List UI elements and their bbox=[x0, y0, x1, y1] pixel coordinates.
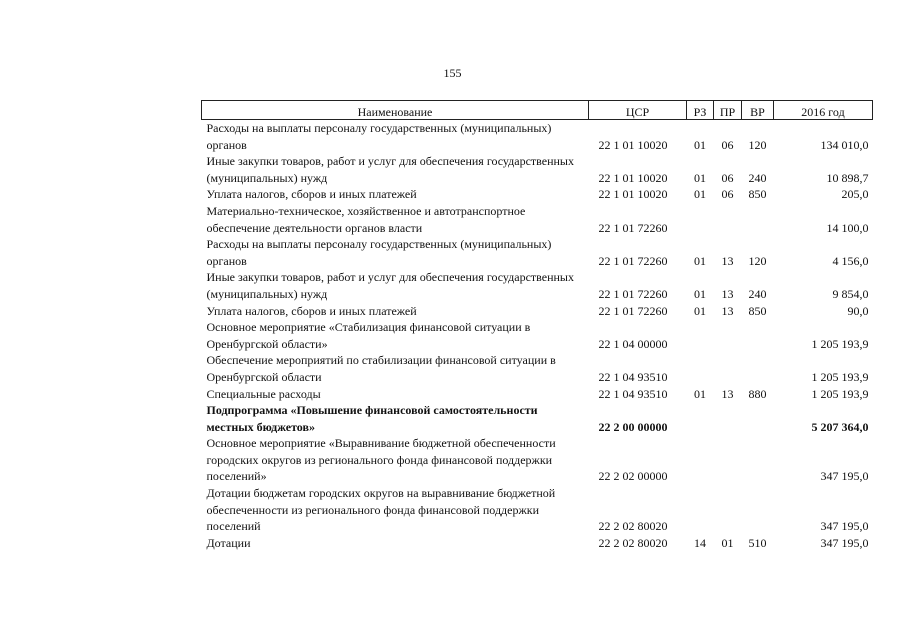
cell-vr: 850 bbox=[748, 303, 767, 318]
cell-name: Обеспечение мероприятий по стабилизации финансовой ситуации в Оренбургской области bbox=[206, 353, 556, 384]
cell-name: Специальные расходы bbox=[206, 386, 321, 401]
table-row bbox=[202, 186, 873, 203]
table-row bbox=[202, 352, 873, 385]
cell-pr: 06 bbox=[721, 187, 734, 202]
table-row bbox=[202, 435, 873, 485]
cell-sum: 4 156,0 bbox=[832, 253, 869, 268]
cell-sum: 10 898,7 bbox=[826, 170, 869, 185]
cell-sum: 14 100,0 bbox=[826, 220, 869, 235]
header-pr: ПР bbox=[714, 101, 742, 120]
cell-rz: 01 bbox=[694, 253, 706, 268]
cell-csr: 22 2 00 00000 bbox=[598, 419, 668, 434]
cell-csr: 22 2 02 80020 bbox=[598, 535, 668, 550]
header-csr: ЦСР bbox=[589, 101, 687, 120]
cell-sum: 347 195,0 bbox=[820, 469, 869, 484]
cell-sum: 347 195,0 bbox=[820, 519, 869, 534]
cell-rz: 14 bbox=[694, 535, 706, 550]
table-row bbox=[202, 535, 873, 552]
cell-sum: 1 205 193,9 bbox=[811, 386, 869, 401]
cell-rz: 01 bbox=[694, 170, 706, 185]
cell-sum: 90,0 bbox=[847, 303, 869, 318]
cell-vr bbox=[742, 319, 774, 352]
cell-csr: 22 1 01 72260 bbox=[598, 253, 668, 268]
cell-name: Иные закупки товаров, работ и услуг для обеспечения государственных (муниципальных) нужд bbox=[206, 154, 574, 185]
cell-name: Основное мероприятие «Выравнивание бюджетной обеспеченности городских округов из регионального фонда финансовой поддержки поселений» bbox=[206, 436, 556, 484]
cell-vr bbox=[742, 402, 774, 435]
cell-vr: 120 bbox=[748, 253, 767, 268]
cell-sum: 9 854,0 bbox=[832, 286, 869, 301]
cell-csr: 22 1 01 10020 bbox=[598, 170, 668, 185]
cell-name: Дотации бюджетам городских округов на выравнивание бюджетной обеспеченности из регионального фонда финансовой поддержки поселений bbox=[206, 486, 556, 534]
cell-name: Материально-техническое, хозяйственное и автотранспортное обеспечение деятельности органов власти bbox=[206, 203, 526, 235]
cell-pr: 13 bbox=[721, 253, 734, 268]
table-row bbox=[202, 386, 873, 403]
cell-rz: 01 bbox=[694, 386, 706, 401]
cell-rz: 01 bbox=[694, 187, 706, 202]
table-row bbox=[202, 319, 873, 352]
budget-table bbox=[201, 100, 873, 551]
cell-csr: 22 1 01 72260 bbox=[598, 286, 668, 301]
page-number: 155 bbox=[443, 66, 462, 80]
table-row bbox=[202, 303, 873, 320]
cell-vr bbox=[742, 485, 774, 535]
cell-pr: 01 bbox=[721, 535, 734, 550]
cell-rz: 01 bbox=[694, 137, 706, 152]
table-header-row bbox=[202, 101, 873, 120]
cell-rz bbox=[687, 203, 714, 236]
table-row bbox=[202, 120, 873, 154]
cell-csr: 22 1 04 93510 bbox=[598, 369, 668, 384]
cell-csr: 22 1 01 72260 bbox=[598, 220, 668, 235]
cell-pr: 06 bbox=[721, 170, 734, 185]
cell-rz bbox=[687, 485, 714, 535]
cell-csr: 22 1 01 10020 bbox=[598, 137, 668, 152]
cell-name: Дотации bbox=[206, 535, 251, 550]
cell-name: Иные закупки товаров, работ и услуг для обеспечения государственных (муниципальных) нужд bbox=[206, 270, 574, 301]
cell-pr: 13 bbox=[721, 286, 734, 301]
cell-csr: 22 1 04 93510 bbox=[598, 386, 668, 401]
header-vr: ВР bbox=[742, 101, 774, 120]
cell-name: Подпрограмма «Повышение финансовой самостоятельности местных бюджетов» bbox=[206, 403, 538, 434]
cell-sum: 347 195,0 bbox=[820, 535, 869, 550]
cell-csr: 22 1 01 72260 bbox=[598, 303, 668, 318]
table-row bbox=[202, 402, 873, 435]
cell-name: Расходы на выплаты персоналу государственных (муниципальных) органов bbox=[206, 237, 552, 268]
table-row bbox=[202, 269, 873, 302]
cell-sum: 205,0 bbox=[841, 187, 869, 202]
cell-pr bbox=[714, 402, 742, 435]
cell-vr: 240 bbox=[748, 170, 767, 185]
cell-sum: 134 010,0 bbox=[820, 137, 869, 152]
table-row bbox=[202, 203, 873, 236]
cell-vr bbox=[742, 203, 774, 236]
table-row bbox=[202, 236, 873, 269]
cell-name: Основное мероприятие «Стабилизация финансовой ситуации в Оренбургской области» bbox=[206, 320, 531, 351]
cell-name: Расходы на выплаты персоналу государственных (муниципальных) органов bbox=[206, 121, 552, 152]
cell-rz bbox=[687, 352, 714, 385]
header-rz: РЗ bbox=[687, 101, 714, 120]
cell-pr: 06 bbox=[721, 137, 734, 152]
cell-vr bbox=[742, 435, 774, 485]
cell-rz: 01 bbox=[694, 286, 706, 301]
cell-sum: 1 205 193,9 bbox=[811, 369, 869, 384]
cell-pr bbox=[714, 352, 742, 385]
cell-csr: 22 1 01 10020 bbox=[598, 187, 668, 202]
cell-rz bbox=[687, 402, 714, 435]
cell-sum: 1 205 193,9 bbox=[811, 336, 869, 351]
cell-vr: 850 bbox=[748, 187, 767, 202]
cell-name: Уплата налогов, сборов и иных платежей bbox=[206, 303, 417, 318]
table-row bbox=[202, 153, 873, 186]
cell-csr: 22 2 02 00000 bbox=[598, 469, 668, 484]
cell-vr bbox=[742, 352, 774, 385]
cell-pr bbox=[714, 485, 742, 535]
cell-pr bbox=[714, 203, 742, 236]
cell-name: Уплата налогов, сборов и иных платежей bbox=[206, 187, 417, 202]
cell-vr: 880 bbox=[748, 386, 767, 401]
cell-pr: 13 bbox=[721, 303, 734, 318]
cell-sum: 5 207 364,0 bbox=[811, 419, 869, 434]
cell-vr: 120 bbox=[748, 137, 767, 152]
header-name: Наименование bbox=[202, 101, 589, 120]
cell-pr: 13 bbox=[721, 386, 734, 401]
cell-vr: 510 bbox=[748, 535, 767, 550]
cell-vr: 240 bbox=[748, 286, 767, 301]
table-row bbox=[202, 485, 873, 535]
cell-rz: 01 bbox=[694, 303, 706, 318]
cell-pr bbox=[714, 435, 742, 485]
cell-csr: 22 2 02 80020 bbox=[598, 519, 668, 534]
header-sum-label: 2016 год bbox=[801, 105, 845, 119]
cell-rz bbox=[687, 319, 714, 352]
cell-rz bbox=[687, 435, 714, 485]
cell-csr: 22 1 04 00000 bbox=[598, 336, 668, 351]
cell-pr bbox=[714, 319, 742, 352]
header-sum bbox=[774, 101, 873, 120]
